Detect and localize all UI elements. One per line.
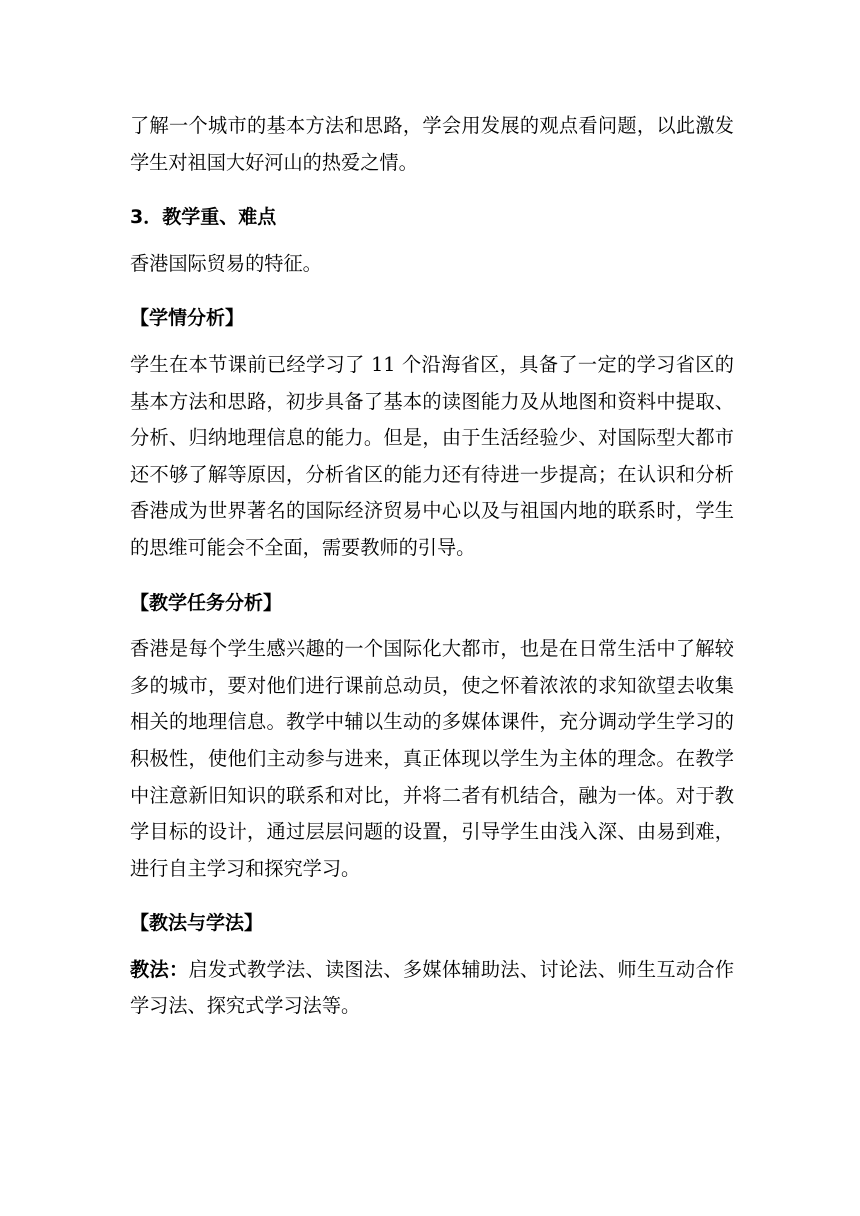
document-content xyxy=(130,108,734,1025)
intro-paragraph: 了解一个城市的基本方法和思路，学会用发展的观点看问题，以此激发学生对祖国大好河山的热爱之情。 xyxy=(130,114,734,174)
task-analysis-body: 香港是每个学生感兴趣的一个国际化大都市，也是在日常生活中了解较多的城市，要对他们进行课前总动员，使之怀着浓浓的求知欲望去收集相关的地理信息。教学中辅以生动的多媒体课件，充分调动学生学习的积极性，使他们主动参与进来，真正体现以学生为主体的理念。在教学中注意新旧知识的联系和对比，并将二者有机结合，融为一体。对于教学目标的设计，通过层层问题的设置，引导学生由浅入深、由易到难，进行自主学习和探究学习。 xyxy=(130,637,734,880)
task-analysis-heading: 【教学任务分析】 xyxy=(130,591,283,614)
teaching-methods-label: 教法： xyxy=(130,957,189,981)
methods-heading: 【教法与学法】 xyxy=(130,912,264,935)
section3-heading: 3．教学重、难点 xyxy=(130,206,277,229)
learning-analysis-heading: 【学情分析】 xyxy=(130,307,245,330)
teaching-methods-body: 启发式教学法、读图法、多媒体辅助法、讨论法、师生互动合作学习法、探究式学习法等。 xyxy=(130,957,735,1018)
section3-body: 香港国际贸易的特征。 xyxy=(130,251,322,275)
teaching-methods-paragraph xyxy=(130,952,734,1025)
learning-analysis-body: 学生在本节课前已经学习了 11 个沿海省区，具备了一定的学习省区的基本方法和思路，初步具备了基本的读图能力及从地图和资料中提取、分析、归纳地理信息的能力。但是，由于生活经验少、对国际型大都市还不够了解等原因，分析省区的能力还有待进一步提高；在认识和分析香港成为世界著名的国际经济贸易中心以及与祖国内地的联系时，学生的思维可能会不全面，需要教师的引导。 xyxy=(130,352,734,559)
